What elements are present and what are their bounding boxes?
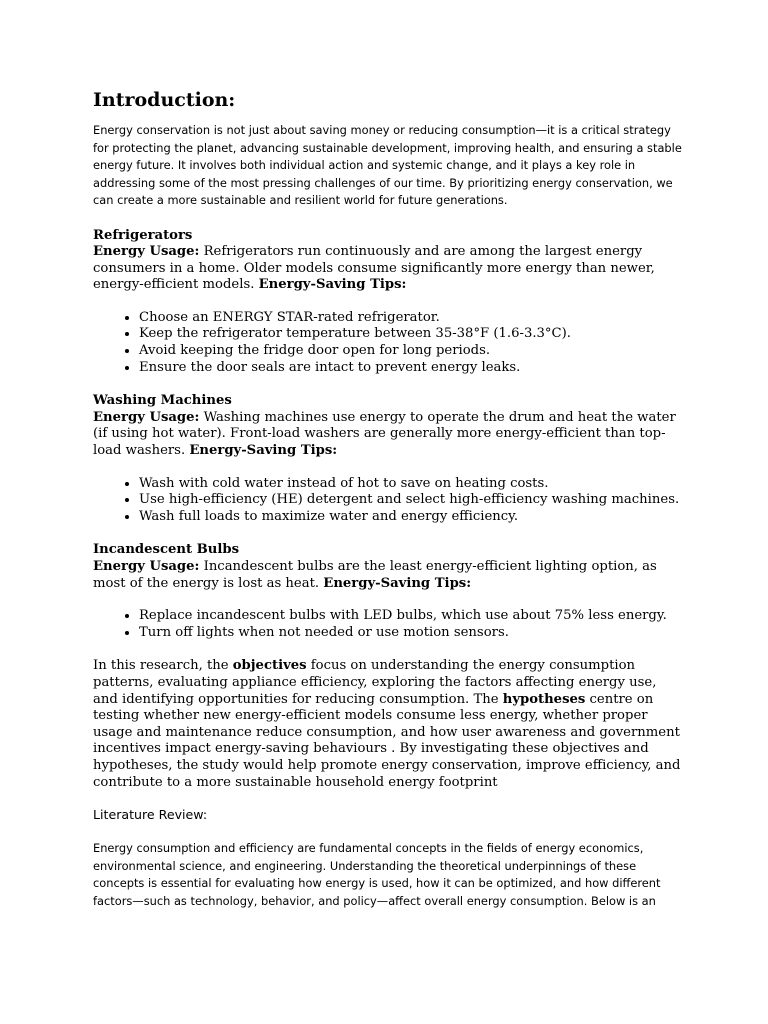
tips-list xyxy=(93,608,683,641)
usage-paragraph xyxy=(93,559,683,592)
section-washing-machines xyxy=(93,393,683,525)
usage-text: Incandescent bulbs are the least energy-efficient lighting option, as most of the energy is lost as heat. xyxy=(93,559,657,591)
list-item: • Replace incandescent bulbs with LED bulbs, which use about 75% less energy. xyxy=(139,608,683,625)
tips-list xyxy=(93,310,683,376)
document-page xyxy=(93,88,683,910)
intro-heading: Introduction: xyxy=(93,89,236,111)
usage-text: Refrigerators run continuously and are among the largest energy consumers in a home. Older models consume significantly more energy than newer, energy-efficient models. xyxy=(93,244,655,293)
list-item: • Turn off lights when not needed or use motion sensors. xyxy=(139,625,683,642)
list-item: • Wash with cold water instead of hot to save on heating costs. xyxy=(139,476,683,493)
section-title: Washing Machines xyxy=(93,393,232,409)
usage-paragraph xyxy=(93,244,683,294)
section-title: Incandescent Bulbs xyxy=(93,542,240,558)
energy-saving-tips-label: Energy-Saving Tips: xyxy=(258,277,407,293)
objectives-term: objectives xyxy=(232,658,307,674)
section-title: Refrigerators xyxy=(93,227,193,243)
research-text-2: focus on understanding the energy consumption patterns, evaluating appliance efficiency, exploring the factors affecting energy use, and identifying opportunities for reducing consumption. The xyxy=(93,658,657,707)
section-refrigerators xyxy=(93,228,683,377)
tips-list xyxy=(93,476,683,526)
energy-saving-tips-label: Energy-Saving Tips: xyxy=(189,443,338,459)
intro-paragraph: Energy conservation is not just about saving money or reducing consumption—it is a critical strategy for protecting the planet, advancing sustainable development, improving health, and ensuring a stable energy future. It involves both individual action and systemic change, and it plays a key role in addressing some of the most pressing challenges of our time. By prioritizing energy conservation, we can create a more sustainable and resilient world for future generations. xyxy=(93,123,682,207)
usage-paragraph xyxy=(93,410,683,460)
research-paragraph xyxy=(93,658,683,791)
list-item: • Ensure the door seals are intact to prevent energy leaks. xyxy=(139,360,683,377)
research-text-1: In this research, the xyxy=(93,658,233,674)
energy-saving-tips-label: Energy-Saving Tips: xyxy=(323,575,472,591)
energy-usage-label: Energy Usage: xyxy=(93,559,200,574)
energy-usage-label: Energy Usage: xyxy=(93,409,200,425)
literature-review-heading: Literature Review: xyxy=(93,807,208,823)
hypotheses-term: hypotheses xyxy=(502,691,586,707)
section-incandescent-bulbs xyxy=(93,542,683,641)
list-item: • Choose an ENERGY STAR-rated refrigerator. xyxy=(139,310,683,327)
list-item: • Wash full loads to maximize water and energy efficiency. xyxy=(139,509,683,526)
list-item: • Keep the refrigerator temperature between 35-38°F (1.6-3.3°C). xyxy=(139,326,683,343)
energy-usage-label: Energy Usage: xyxy=(93,244,200,260)
list-item: • Use high-efficiency (HE) detergent and select high-efficiency washing machines. xyxy=(139,492,683,509)
usage-text: Washing machines use energy to operate the drum and heat the water (if using hot water). Front-load washers are generally more energy-efficient than top-load washers. xyxy=(93,409,676,459)
research-text-3: centre on testing whether new energy-efficient models consume less energy, whether proper usage and maintenance reduce consumption, and how user awareness and government incentives impact energy-saving behaviours . By investigating these objectives and hypotheses, the study would help promote energy conservation, improve efficiency, and contribute to a more sustainable household energy footprint xyxy=(93,691,681,790)
literature-review-paragraph: Energy consumption and efficiency are fundamental concepts in the fields of energy economics, environmental science, and engineering. Understanding the theoretical underpinnings of these concepts is essential for evaluating how energy is used, how it can be optimized, and how different factors—such as technology, behavior, and policy—affect overall energy consumption. Below is an xyxy=(93,841,661,908)
list-item: • Avoid keeping the fridge door open for long periods. xyxy=(139,343,683,360)
